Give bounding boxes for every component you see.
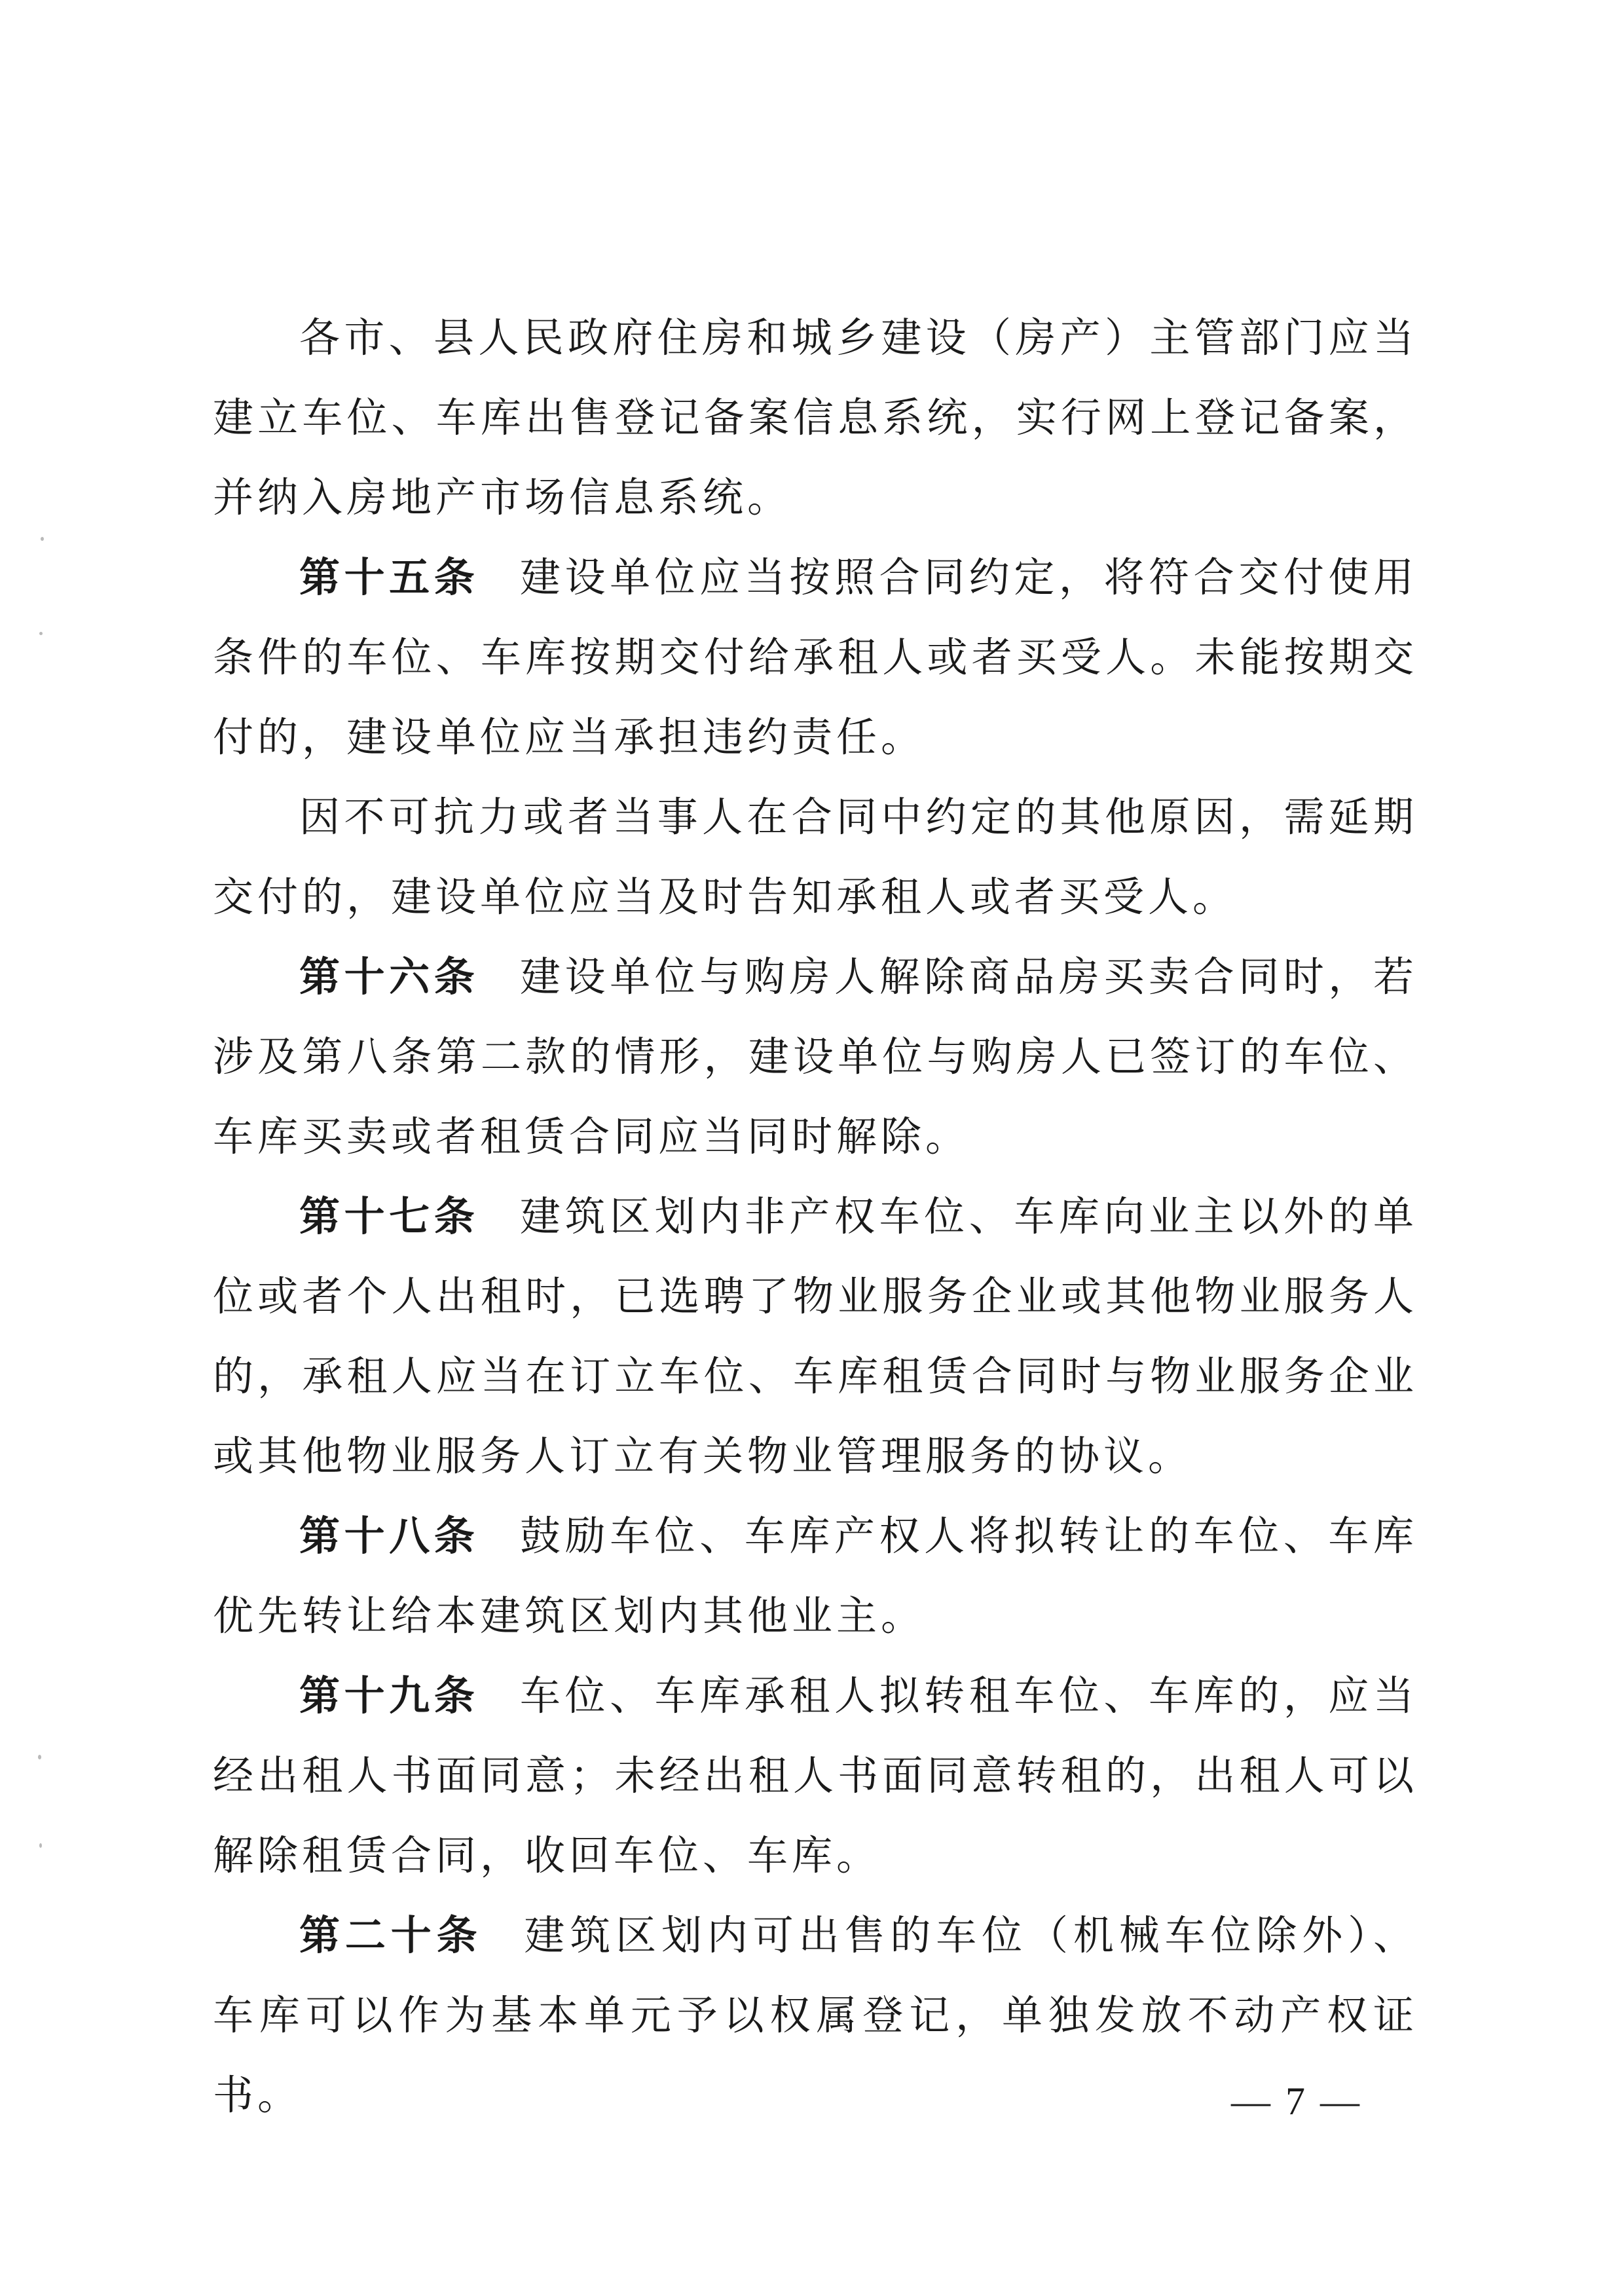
- scan-speck: [41, 537, 44, 541]
- article-18: [213, 1496, 1418, 1656]
- article-text: 建设单位与购房人解除商品房买卖合同时，若涉及第八条第二款的情形，建设单位与购房人已签订的车位、车库买卖或者租赁合同应当同时解除。: [213, 953, 1418, 1160]
- paragraph-registration-system: [213, 298, 1418, 538]
- article-title: 第十九条: [299, 1672, 479, 1719]
- scan-speck: [38, 1755, 41, 1759]
- page-number: — 7 —: [1231, 2080, 1362, 2123]
- article-title: 第十八条: [299, 1512, 479, 1560]
- article-text: 建设单位应当按照合同约定，将符合交付使用条件的车位、车库按期交付给承租人或者买受人。未能按期交付的，建设单位应当承担违约责任。: [213, 553, 1418, 761]
- article-title: 第十七条: [299, 1192, 479, 1240]
- paragraph-text: 因不可抗力或者当事人在合同中约定的其他原因，需延期交付的，建设单位应当及时告知承租人或者买受人。: [213, 793, 1418, 921]
- article-19: [213, 1656, 1418, 1896]
- article-text: 车位、车库承租人拟转租车位、车库的，应当经出租人书面同意；未经出租人书面同意转租的，出租人可以解除租赁合同，收回车位、车库。: [213, 1672, 1418, 1879]
- scan-speck: [39, 632, 43, 635]
- scan-speck: [39, 1843, 42, 1848]
- article-title: 第十六条: [299, 953, 479, 1001]
- document-page: [213, 298, 1418, 2119]
- article-16: [213, 937, 1418, 1177]
- article-17: [213, 1177, 1418, 1496]
- article-15: [213, 538, 1418, 777]
- article-title: 第二十条: [299, 1911, 483, 1959]
- article-text: 建筑区划内非产权车位、车库向业主以外的单位或者个人出租时，已选聘了物业服务企业或其他物业服务人的，承租人应当在订立车位、车库租赁合同时与物业服务企业或其他物业服务人订立有关物业管理服务的协议。: [213, 1192, 1418, 1480]
- article-title: 第十五条: [299, 553, 479, 601]
- paragraph-text: 各市、县人民政府住房和城乡建设（房产）主管部门应当建立车位、车库出售登记备案信息系统，实行网上登记备案，并纳入房地产市场信息系统。: [213, 314, 1418, 521]
- paragraph-delay-delivery: [213, 777, 1418, 937]
- article-text: 建筑区划内可出售的车位（机械车位除外）、车库可以作为基本单元予以权属登记，单独发放不动产权证书。: [213, 1911, 1418, 2119]
- article-text: 鼓励车位、车库产权人将拟转让的车位、车库优先转让给本建筑区划内其他业主。: [213, 1512, 1418, 1640]
